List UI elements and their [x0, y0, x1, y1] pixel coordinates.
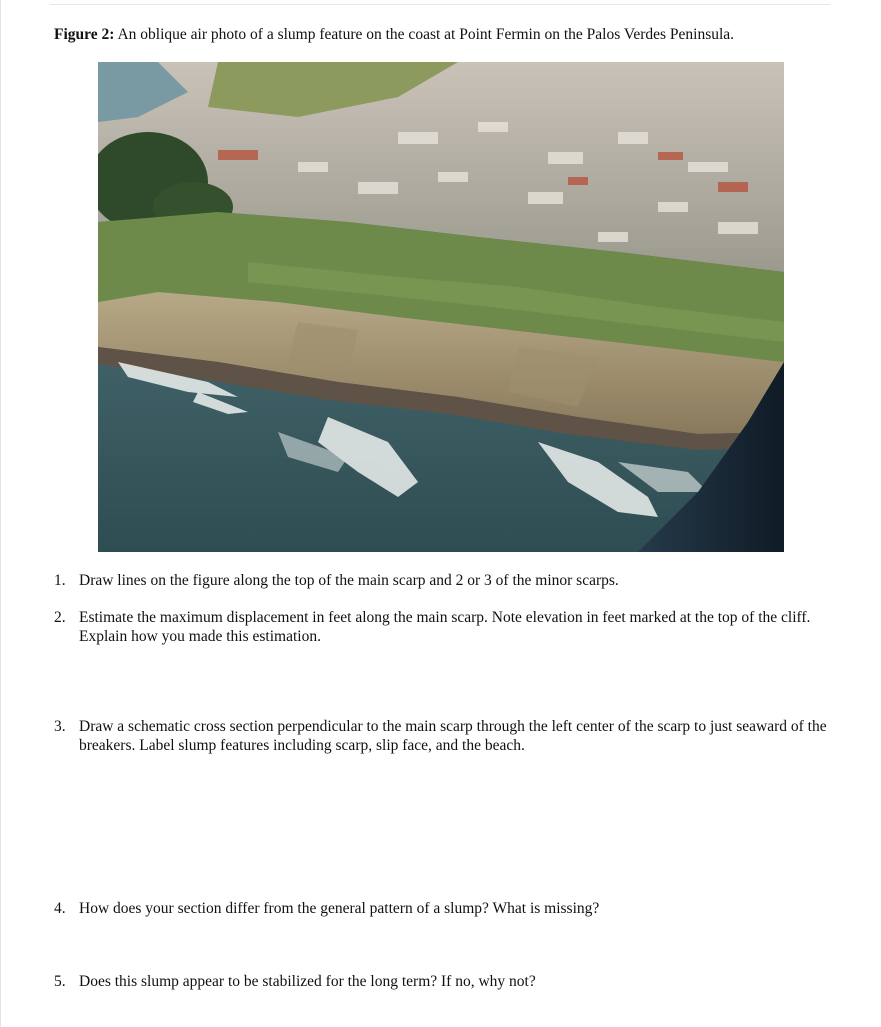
- figure-label: Figure 2:: [54, 26, 115, 43]
- question-1-number: 1.: [54, 572, 66, 589]
- question-4-number: 4.: [54, 900, 66, 917]
- question-4-text: How does your section differ from the general pattern of a slump? What is missing?: [79, 900, 600, 917]
- question-4: [54, 899, 834, 918]
- question-2-text: Estimate the maximum displacement in feet along the main scarp. Note elevation in feet marked at the top of the cliff. Explain how you made this estimation.: [79, 609, 811, 645]
- question-3: [54, 717, 834, 755]
- aerial-photo: [98, 62, 784, 552]
- question-5-text: Does this slump appear to be stabilized for the long term? If no, why not?: [79, 973, 536, 990]
- question-3-text: Draw a schematic cross section perpendicular to the main scarp through the left center of the scarp to just seaward of the breakers. Label slump features including scarp, slip face, and the beach.: [79, 718, 827, 754]
- question-2-number: 2.: [54, 609, 66, 626]
- header-rule: [50, 4, 830, 5]
- figure-caption: [54, 26, 834, 44]
- question-2: [54, 608, 834, 646]
- question-5: [54, 972, 834, 991]
- question-1: [54, 571, 834, 590]
- figure-caption-text: An oblique air photo of a slump feature on the coast at Point Fermin on the Palos Verdes Peninsula.: [117, 26, 735, 43]
- question-5-number: 5.: [54, 973, 66, 990]
- question-1-text: Draw lines on the figure along the top of the main scarp and 2 or 3 of the minor scarps.: [79, 572, 619, 589]
- page-edge: [0, 0, 1, 1027]
- question-3-number: 3.: [54, 718, 66, 735]
